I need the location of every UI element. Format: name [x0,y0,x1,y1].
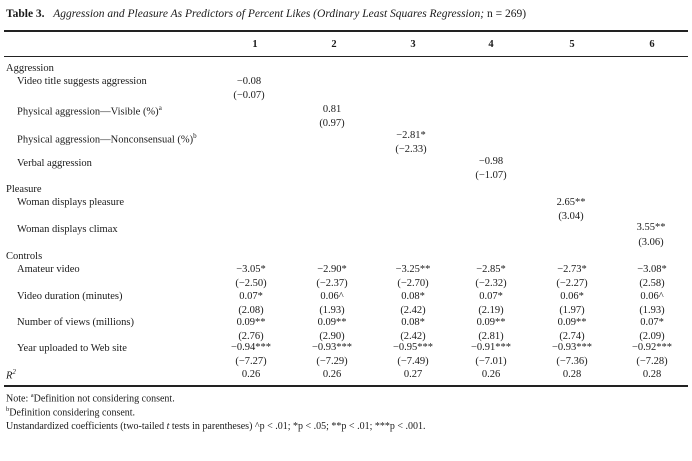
column-header-2: 2 [331,39,337,50]
cell-r-squared-2: 0.26 [322,369,342,380]
column-header-5: 5 [569,39,575,50]
note-mark-a: a [30,392,34,399]
row-label-r-squared [6,368,16,382]
cell-video-title-t: (−0.07) [233,90,265,101]
note-line-2 [6,406,135,418]
cell-amateur-t-3: (−2.70) [397,278,429,289]
note-definition-b: Definition considering consent. [9,407,136,419]
cell-r-squared-1: 0.26 [241,369,261,380]
cell-year-t-1: (−7.27) [235,356,267,367]
cell-views-coef-1: 0.09** [236,317,266,328]
cell-amateur-t-4: (−2.32) [475,278,507,289]
cell-verbal-t: (−1.07) [475,170,507,181]
note-line-3 [6,421,426,432]
row-label-phys-visible [17,104,162,118]
row-label-phys-visible-text: Physical aggression—Visible (%) [17,106,159,118]
r-squared-letter: R [6,370,13,382]
cell-amateur-coef-4: −2.85* [476,264,506,275]
cell-views-t-3: (2.42) [400,331,426,342]
note-mark-b: b [6,406,10,413]
column-header-4: 4 [488,39,494,50]
cell-amateur-coef-3: −3.25** [395,264,431,275]
cell-duration-coef-2: 0.06^ [320,291,344,302]
cell-r-squared-4: 0.26 [481,369,501,380]
cell-video-title-coef: −0.08 [236,76,262,87]
cell-views-t-6: (2.09) [639,331,665,342]
column-header-3: 3 [410,39,416,50]
table-label: Table 3. [6,8,45,20]
cell-views-coef-3: 0.08* [401,317,425,328]
cell-phys-visible-coef: 0.81 [322,104,342,115]
cell-year-coef-1: −0.94*** [230,342,272,353]
cell-r-squared-3: 0.27 [403,369,423,380]
cell-duration-coef-1: 0.07* [239,291,263,302]
header-rule [4,56,688,57]
cell-amateur-coef-6: −3.08* [637,264,667,275]
r-squared-exponent: 2 [12,368,16,376]
section-aggression: Aggression [6,63,54,74]
column-header-6: 6 [649,39,655,50]
table-title [6,8,526,20]
cell-duration-t-1: (2.08) [238,305,264,316]
cell-year-coef-6: −0.92*** [631,342,673,353]
row-label-year: Year uploaded to Web site [17,343,127,354]
row-label-woman-climax: Woman displays climax [17,224,118,235]
cell-year-coef-3: −0.95*** [392,342,434,353]
section-controls: Controls [6,251,43,262]
row-label-verbal: Verbal aggression [17,158,92,169]
row-label-views: Number of views (millions) [17,317,134,328]
cell-phys-noncons-t: (−2.33) [395,144,427,155]
table-caption: Aggression and Pleasure As Predictors of Percent Likes (Ordinary Least Squares Regression; [53,8,487,20]
cell-year-t-3: (−7.49) [397,356,429,367]
row-label-duration: Video duration (minutes) [17,291,123,302]
cell-duration-t-2: (1.93) [319,305,345,316]
note-prefix: Note: [6,393,31,405]
cell-year-t-4: (−7.01) [475,356,507,367]
cell-amateur-coef-5: −2.73* [557,264,587,275]
cell-verbal-coef: −0.98 [478,156,504,167]
cell-views-t-1: (2.76) [238,331,264,342]
footnote-mark-b: b [193,132,197,140]
note-significance-a: Unstandardized coefficients (two-tailed [6,421,167,432]
note-significance-b: tests in parentheses) ^p < .01; *p < .05; **p < .01; ***p < .001. [169,421,426,432]
cell-r-squared-5: 0.28 [562,369,582,380]
cell-r-squared-6: 0.28 [642,369,662,380]
cell-duration-coef-6: 0.06^ [640,291,664,302]
footnote-mark-a: a [158,104,162,112]
table-sample-size: n = 269) [486,8,527,20]
cell-duration-t-6: (1.93) [639,305,665,316]
row-label-video-title: Video title suggests aggression [17,76,147,87]
cell-year-coef-2: −0.93*** [311,342,353,353]
cell-duration-coef-3: 0.08* [401,291,425,302]
top-rule [4,30,688,32]
cell-views-coef-2: 0.09** [317,317,347,328]
cell-year-coef-5: −0.93*** [551,342,593,353]
cell-amateur-t-2: (−2.37) [316,278,348,289]
row-label-woman-pleasure: Woman displays pleasure [17,197,125,208]
cell-phys-noncons-coef: −2.81* [396,130,426,141]
cell-amateur-coef-1: −3.05* [236,264,266,275]
cell-views-coef-4: 0.09** [476,317,506,328]
cell-woman-climax-coef: 3.55** [636,222,666,233]
cell-year-coef-4: −0.91*** [470,342,512,353]
bottom-rule [4,385,688,387]
cell-amateur-t-5: (−2.27) [556,278,588,289]
row-label-phys-noncons [17,132,197,146]
cell-amateur-coef-2: −2.90* [317,264,347,275]
cell-year-t-6: (−7.28) [636,356,668,367]
cell-duration-t-3: (2.42) [400,305,426,316]
cell-year-t-5: (−7.36) [556,356,588,367]
cell-views-coef-6: 0.07* [640,317,664,328]
cell-duration-t-5: (1.97) [559,305,585,316]
cell-woman-pleasure-t: (3.04) [558,211,584,222]
cell-views-t-2: (2.90) [319,331,345,342]
cell-views-t-5: (2.74) [559,331,585,342]
cell-phys-visible-t: (0.97) [319,118,345,129]
cell-views-t-4: (2.81) [478,331,504,342]
cell-woman-pleasure-coef: 2.65** [556,197,586,208]
cell-views-coef-5: 0.09** [557,317,587,328]
note-definition-a: Definition not considering consent. [33,393,175,405]
section-pleasure: Pleasure [6,184,42,195]
cell-amateur-t-6: (2.58) [639,278,665,289]
row-label-phys-noncons-text: Physical aggression—Nonconsensual (%) [17,134,194,146]
note-t-italic: t [166,421,170,432]
row-label-amateur: Amateur video [17,264,80,275]
cell-duration-t-4: (2.19) [478,305,504,316]
note-line-1 [6,392,175,404]
cell-year-t-2: (−7.29) [316,356,348,367]
cell-woman-climax-t: (3.06) [638,237,664,248]
cell-duration-coef-4: 0.07* [479,291,503,302]
column-header-1: 1 [252,39,258,50]
cell-duration-coef-5: 0.06* [560,291,584,302]
cell-amateur-t-1: (−2.50) [235,278,267,289]
